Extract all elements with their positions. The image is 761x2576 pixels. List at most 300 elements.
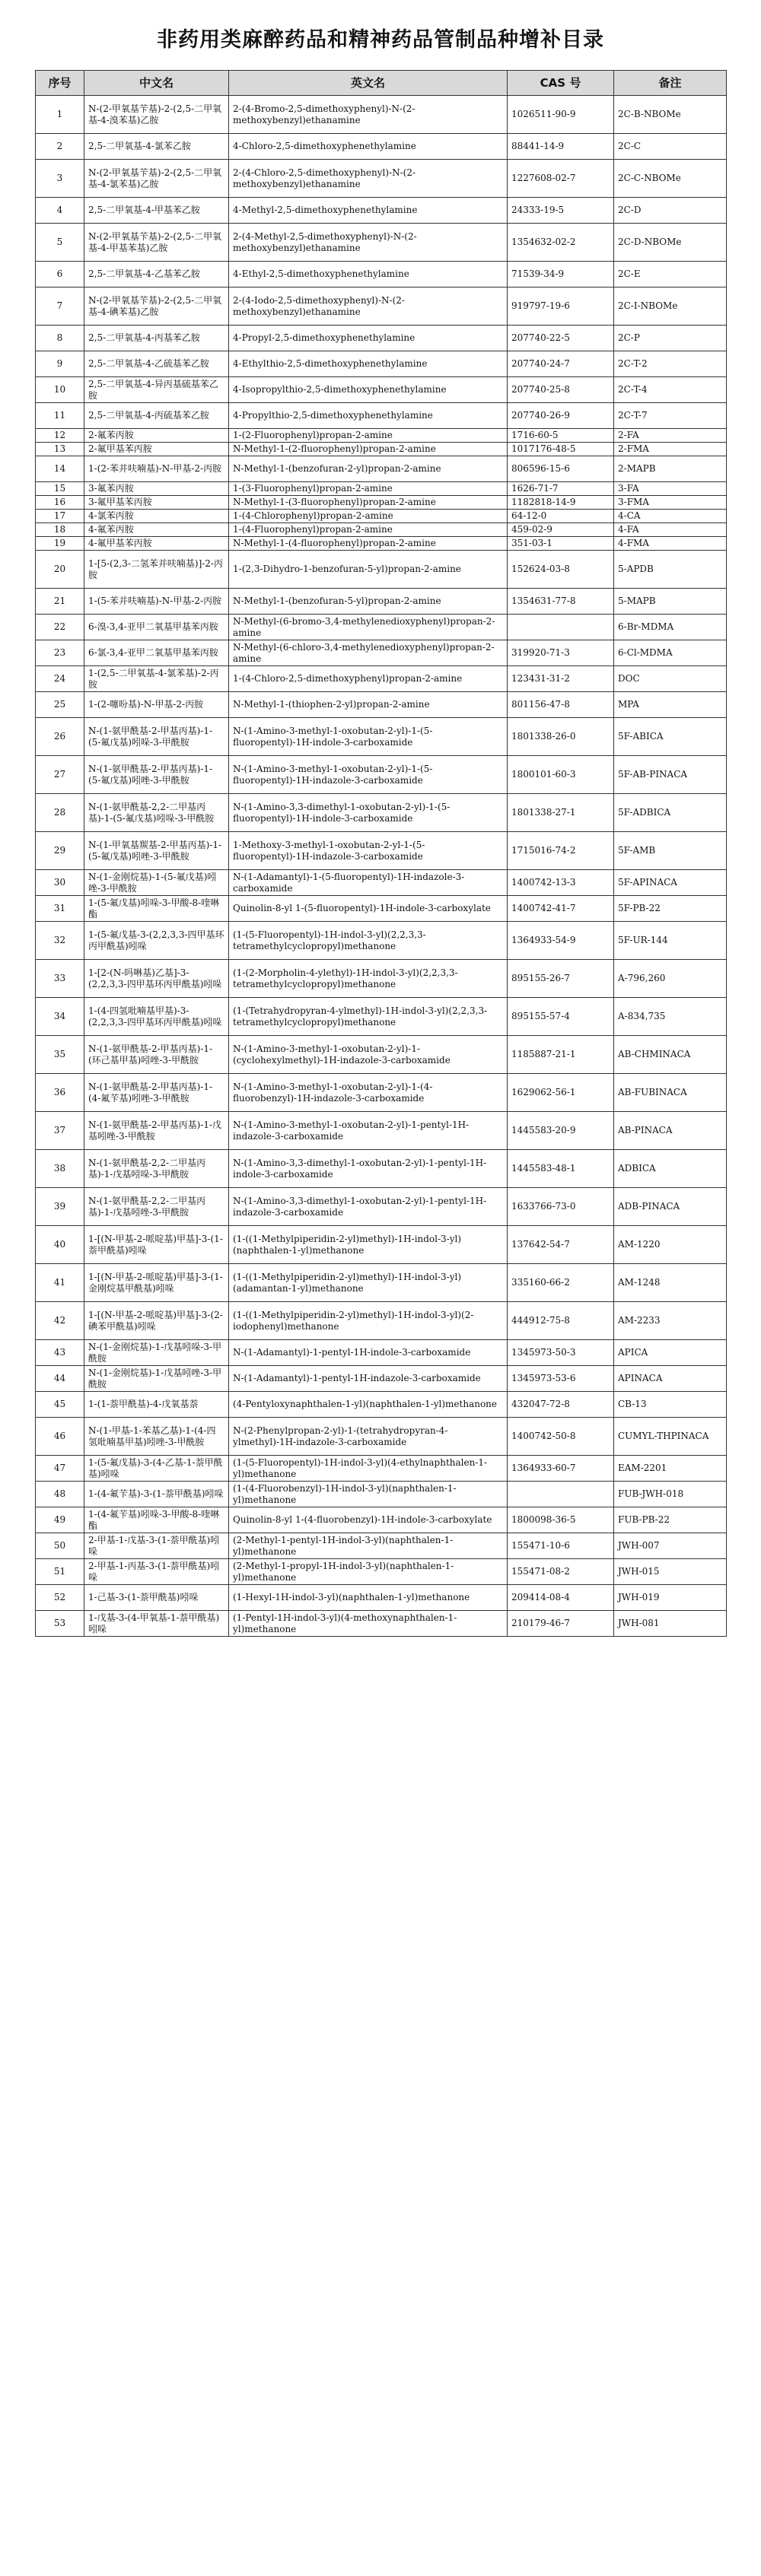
cell-no: 4	[36, 198, 84, 224]
cell-en: (1-(5-Fluoropentyl)-1H-indol-3-yl)(2,2,3,3-tetramethylcyclopropyl)methanone	[229, 922, 508, 960]
cell-en: (2-Methyl-1-pentyl-1H-indol-3-yl)(naphthalen-1-yl)methanone	[229, 1533, 508, 1559]
cell-cn: N-(1-金刚烷基)-1-戊基吲哚-3-甲酰胺	[84, 1340, 229, 1366]
table-row	[36, 960, 727, 998]
cell-cn: N-(1-氨甲酰基-2,2-二甲基丙基)-1-戊基吲唑-3-甲酰胺	[84, 1188, 229, 1226]
cell-cn: 2,5-二甲氧基-4-丙硫基苯乙胺	[84, 403, 229, 429]
cell-cn: 1-[(N-甲基-2-哌啶基)甲基]-3-(1-萘甲酰基)吲哚	[84, 1226, 229, 1264]
cell-cas: 1017176-48-5	[508, 443, 614, 456]
cell-en: 1-(4-Chloro-2,5-dimethoxyphenyl)propan-2-amine	[229, 666, 508, 692]
cell-cas: 207740-24-7	[508, 351, 614, 377]
cell-cas: 1345973-50-3	[508, 1340, 614, 1366]
cell-cn: 1-[(N-甲基-2-哌啶基)甲基]-3-(2-碘苯甲酰基)吲哚	[84, 1302, 229, 1340]
cell-note: ADBICA	[614, 1150, 727, 1188]
table-row	[36, 870, 727, 896]
cell-en: (1-Hexyl-1H-indol-3-yl)(naphthalen-1-yl)methanone	[229, 1585, 508, 1611]
cell-no: 10	[36, 377, 84, 403]
cell-cas	[508, 615, 614, 640]
cell-cas: 1354631-77-8	[508, 589, 614, 615]
cell-en: (1-((1-Methylpiperidin-2-yl)methyl)-1H-indol-3-yl)(adamantan-1-yl)methanone	[229, 1264, 508, 1302]
cell-note: 5F-ADBICA	[614, 794, 727, 832]
table-row	[36, 496, 727, 510]
cell-cas: 1345973-53-6	[508, 1366, 614, 1392]
header-no: 序号	[36, 71, 84, 96]
cell-no: 11	[36, 403, 84, 429]
table-row	[36, 551, 727, 589]
cell-no: 3	[36, 160, 84, 198]
cell-cn: 2,5-二甲氧基-4-异丙基硫基苯乙胺	[84, 377, 229, 403]
cell-no: 52	[36, 1585, 84, 1611]
cell-note: AM-1220	[614, 1226, 727, 1264]
table-row	[36, 832, 727, 870]
table-row	[36, 224, 727, 262]
cell-en: (1-((1-Methylpiperidin-2-yl)methyl)-1H-indol-3-yl)(2-iodophenyl)methanone	[229, 1302, 508, 1340]
cell-en: (1-((1-Methylpiperidin-2-yl)methyl)-1H-indol-3-yl)(naphthalen-1-yl)methanone	[229, 1226, 508, 1264]
table-row	[36, 1112, 727, 1150]
cell-no: 31	[36, 896, 84, 922]
cell-note: 2C-I-NBOMe	[614, 287, 727, 326]
table-row	[36, 1418, 727, 1456]
cell-note: 2C-D	[614, 198, 727, 224]
cell-no: 51	[36, 1559, 84, 1585]
table-row	[36, 1585, 727, 1611]
cell-cas: 1626-71-7	[508, 482, 614, 496]
cell-no: 9	[36, 351, 84, 377]
cell-note: A-834,735	[614, 998, 727, 1036]
cell-en: 1-(3-Fluorophenyl)propan-2-amine	[229, 482, 508, 496]
cell-cas: 155471-10-6	[508, 1533, 614, 1559]
cell-no: 46	[36, 1418, 84, 1456]
header-cas: CAS 号	[508, 71, 614, 96]
cell-cas: 919797-19-6	[508, 287, 614, 326]
cell-note: 2-FA	[614, 429, 727, 443]
cell-note: APINACA	[614, 1366, 727, 1392]
cell-cas: 1800101-60-3	[508, 756, 614, 794]
cell-en: N-(1-Adamantyl)-1-pentyl-1H-indazole-3-carboxamide	[229, 1366, 508, 1392]
cell-note: JWH-015	[614, 1559, 727, 1585]
cell-no: 45	[36, 1392, 84, 1418]
cell-no: 50	[36, 1533, 84, 1559]
cell-cas: 1364933-54-9	[508, 922, 614, 960]
cell-en: 1-(4-Fluorophenyl)propan-2-amine	[229, 523, 508, 537]
cell-en: N-(2-Phenylpropan-2-yl)-1-(tetrahydropyran-4-ylmethyl)-1H-indazole-3-carboxamide	[229, 1418, 508, 1456]
cell-en: Quinolin-8-yl 1-(5-fluoropentyl)-1H-indole-3-carboxylate	[229, 896, 508, 922]
cell-no: 5	[36, 224, 84, 262]
cell-note: AB-PINACA	[614, 1112, 727, 1150]
table-row	[36, 1188, 727, 1226]
cell-no: 15	[36, 482, 84, 496]
cell-en: N-(1-Amino-3-methyl-1-oxobutan-2-yl)-1-(5-fluoropentyl)-1H-indazole-3-carboxamide	[229, 756, 508, 794]
cell-note: 2C-C	[614, 134, 727, 160]
cell-no: 19	[36, 537, 84, 551]
cell-en: N-Methyl-(6-bromo-3,4-methylenedioxyphenyl)propan-2-amine	[229, 615, 508, 640]
table-row	[36, 160, 727, 198]
cell-cn: 1-(5-苯并呋喃基)-N-甲基-2-丙胺	[84, 589, 229, 615]
cell-en: (4-Pentyloxynaphthalen-1-yl)(naphthalen-1-yl)methanone	[229, 1392, 508, 1418]
cell-cas: 123431-31-2	[508, 666, 614, 692]
cell-cn: N-(2-甲氧基苄基)-2-(2,5-二甲氧基-4-碘苯基)乙胺	[84, 287, 229, 326]
cell-en: N-(1-Adamantyl)-1-pentyl-1H-indole-3-carboxamide	[229, 1340, 508, 1366]
cell-en: 2-(4-Methyl-2,5-dimethoxyphenyl)-N-(2-methoxybenzyl)ethanamine	[229, 224, 508, 262]
cell-cas: 335160-66-2	[508, 1264, 614, 1302]
cell-cas: 432047-72-8	[508, 1392, 614, 1418]
table-row	[36, 692, 727, 718]
cell-cas: 1185887-21-1	[508, 1036, 614, 1074]
cell-cas: 207740-22-5	[508, 326, 614, 351]
cell-en: 2-(4-Chloro-2,5-dimethoxyphenyl)-N-(2-methoxybenzyl)ethanamine	[229, 160, 508, 198]
cell-en: N-Methyl-1-(thiophen-2-yl)propan-2-amine	[229, 692, 508, 718]
cell-en: N-(1-Amino-3,3-dimethyl-1-oxobutan-2-yl)-1-pentyl-1H-indole-3-carboxamide	[229, 1150, 508, 1188]
cell-cn: 3-氟苯丙胺	[84, 482, 229, 496]
cell-en: N-(1-Amino-3,3-dimethyl-1-oxobutan-2-yl)-1-(5-fluoropentyl)-1H-indole-3-carboxamide	[229, 794, 508, 832]
cell-note: 2C-P	[614, 326, 727, 351]
cell-en: Quinolin-8-yl 1-(4-fluorobenzyl)-1H-indole-3-carboxylate	[229, 1507, 508, 1533]
table-row	[36, 1226, 727, 1264]
cell-cas: 1801338-26-0	[508, 718, 614, 756]
cell-cas: 1400742-13-3	[508, 870, 614, 896]
cell-cn: 1-己基-3-(1-萘甲酰基)吲哚	[84, 1585, 229, 1611]
table-row	[36, 134, 727, 160]
table-row	[36, 377, 727, 403]
table-row	[36, 537, 727, 551]
table-row	[36, 443, 727, 456]
cell-cas: 801156-47-8	[508, 692, 614, 718]
table-row	[36, 1074, 727, 1112]
cell-en: N-(1-Amino-3-methyl-1-oxobutan-2-yl)-1-(4-fluorobenzyl)-1H-indazole-3-carboxamide	[229, 1074, 508, 1112]
cell-cn: N-(1-氨甲酰基-2,2-二甲基丙基)-1-戊基吲哚-3-甲酰胺	[84, 1150, 229, 1188]
cell-en: N-Methyl-1-(3-fluorophenyl)propan-2-amine	[229, 496, 508, 510]
cell-no: 29	[36, 832, 84, 870]
cell-note: 2-MAPB	[614, 456, 727, 482]
cell-cas: 152624-03-8	[508, 551, 614, 589]
cell-en: N-Methyl-1-(4-fluorophenyl)propan-2-amine	[229, 537, 508, 551]
cell-en: N-Methyl-(6-chloro-3,4-methylenedioxyphenyl)propan-2-amine	[229, 640, 508, 666]
cell-no: 26	[36, 718, 84, 756]
cell-cas: 24333-19-5	[508, 198, 614, 224]
cell-cas: 1227608-02-7	[508, 160, 614, 198]
cell-en: (1-(Tetrahydropyran-4-ylmethyl)-1H-indol-3-yl)(2,2,3,3-tetramethylcyclopropyl)methanone	[229, 998, 508, 1036]
cell-no: 24	[36, 666, 84, 692]
cell-note: 3-FA	[614, 482, 727, 496]
cell-no: 41	[36, 1264, 84, 1302]
cell-note: 4-CA	[614, 510, 727, 523]
cell-en: 4-Chloro-2,5-dimethoxyphenethylamine	[229, 134, 508, 160]
cell-note: FUB-JWH-018	[614, 1482, 727, 1507]
cell-no: 37	[36, 1112, 84, 1150]
cell-cas: 210179-46-7	[508, 1611, 614, 1637]
cell-cas: 895155-57-4	[508, 998, 614, 1036]
cell-cn: 1-(2-苯并呋喃基)-N-甲基-2-丙胺	[84, 456, 229, 482]
table-row	[36, 1392, 727, 1418]
table-row	[36, 1507, 727, 1533]
cell-cas: 209414-08-4	[508, 1585, 614, 1611]
cell-note: 2C-B-NBOMe	[614, 96, 727, 134]
cell-no: 53	[36, 1611, 84, 1637]
table-row	[36, 718, 727, 756]
cell-note: 5-APDB	[614, 551, 727, 589]
cell-no: 47	[36, 1456, 84, 1482]
cell-no: 38	[36, 1150, 84, 1188]
cell-cas: 1801338-27-1	[508, 794, 614, 832]
cell-cn: 3-氟甲基苯丙胺	[84, 496, 229, 510]
table-body	[36, 96, 727, 1637]
cell-en: N-(1-Adamantyl)-1-(5-fluoropentyl)-1H-indazole-3-carboxamide	[229, 870, 508, 896]
cell-cn: N-(1-甲氧基羰基-2-甲基丙基)-1-(5-氟戊基)吲唑-3-甲酰胺	[84, 832, 229, 870]
cell-no: 35	[36, 1036, 84, 1074]
cell-cas: 806596-15-6	[508, 456, 614, 482]
table-row	[36, 351, 727, 377]
table-row	[36, 998, 727, 1036]
cell-cn: 2-氟甲基苯丙胺	[84, 443, 229, 456]
table-row	[36, 1150, 727, 1188]
cell-en: (1-(5-Fluoropentyl)-1H-indol-3-yl)(4-ethylnaphthalen-1-yl)methanone	[229, 1456, 508, 1482]
cell-note: AB-CHMINACA	[614, 1036, 727, 1074]
cell-no: 27	[36, 756, 84, 794]
cell-cn: 6-溴-3,4-亚甲二氧基甲基苯丙胺	[84, 615, 229, 640]
cell-en: 4-Ethylthio-2,5-dimethoxyphenethylamine	[229, 351, 508, 377]
cell-cas: 207740-26-9	[508, 403, 614, 429]
cell-cn: 1-戊基-3-(4-甲氧基-1-萘甲酰基)吲哚	[84, 1611, 229, 1637]
cell-no: 49	[36, 1507, 84, 1533]
cell-no: 44	[36, 1366, 84, 1392]
cell-note: JWH-007	[614, 1533, 727, 1559]
cell-cas: 319920-71-3	[508, 640, 614, 666]
cell-cn: N-(2-甲氧基苄基)-2-(2,5-二甲氧基-4-溴苯基)乙胺	[84, 96, 229, 134]
table-row	[36, 1264, 727, 1302]
cell-cas: 1400742-41-7	[508, 896, 614, 922]
cell-cas: 71539-34-9	[508, 262, 614, 287]
table-row	[36, 1340, 727, 1366]
cell-cn: N-(1-氨甲酰基-2-甲基丙基)-1-(5-氟戊基)吲哚-3-甲酰胺	[84, 718, 229, 756]
cell-note: 4-FMA	[614, 537, 727, 551]
cell-note: MPA	[614, 692, 727, 718]
cell-no: 25	[36, 692, 84, 718]
cell-no: 17	[36, 510, 84, 523]
cell-cas: 895155-26-7	[508, 960, 614, 998]
cell-en: 4-Methyl-2,5-dimethoxyphenethylamine	[229, 198, 508, 224]
cell-no: 12	[36, 429, 84, 443]
cell-no: 18	[36, 523, 84, 537]
cell-en: (1-Pentyl-1H-indol-3-yl)(4-methoxynaphthalen-1-yl)methanone	[229, 1611, 508, 1637]
cell-no: 1	[36, 96, 84, 134]
cell-no: 8	[36, 326, 84, 351]
catalog-table	[35, 70, 727, 1637]
cell-no: 13	[36, 443, 84, 456]
table-row	[36, 756, 727, 794]
cell-no: 39	[36, 1188, 84, 1226]
cell-no: 30	[36, 870, 84, 896]
table-row	[36, 403, 727, 429]
table-row	[36, 589, 727, 615]
table-row	[36, 510, 727, 523]
cell-cn: N-(1-金刚烷基)-1-戊基吲唑-3-甲酰胺	[84, 1366, 229, 1392]
cell-en: (2-Methyl-1-propyl-1H-indol-3-yl)(naphthalen-1-yl)methanone	[229, 1559, 508, 1585]
table-row	[36, 1611, 727, 1637]
cell-cn: 1-(4-氟苄基)吲哚-3-甲酸-8-喹啉酯	[84, 1507, 229, 1533]
table-row	[36, 96, 727, 134]
cell-no: 28	[36, 794, 84, 832]
page-title: 非药用类麻醉药品和精神药品管制品种增补目录	[157, 28, 604, 52]
cell-cn: N-(1-氨甲酰基-2-甲基丙基)-1-戊基吲唑-3-甲酰胺	[84, 1112, 229, 1150]
cell-note: FUB-PB-22	[614, 1507, 727, 1533]
cell-cas: 1182818-14-9	[508, 496, 614, 510]
cell-note: AM-1248	[614, 1264, 727, 1302]
cell-en: (1-(2-Morpholin-4-ylethyl)-1H-indol-3-yl)(2,2,3,3-tetramethylcyclopropyl)methanone	[229, 960, 508, 998]
cell-en: 2-(4-Iodo-2,5-dimethoxyphenyl)-N-(2-methoxybenzyl)ethanamine	[229, 287, 508, 326]
cell-cn: 1-[5-(2,3-二氢苯并呋喃基)]-2-丙胺	[84, 551, 229, 589]
cell-cas: 1445583-48-1	[508, 1150, 614, 1188]
cell-cas: 64-12-0	[508, 510, 614, 523]
table-row	[36, 262, 727, 287]
cell-cas: 1715016-74-2	[508, 832, 614, 870]
cell-cn: 1-(1-萘甲酰基)-4-戊氧基萘	[84, 1392, 229, 1418]
cell-no: 43	[36, 1340, 84, 1366]
table-row	[36, 615, 727, 640]
cell-en: 1-(2,3-Dihydro-1-benzofuran-5-yl)propan-2-amine	[229, 551, 508, 589]
cell-note: 5F-PB-22	[614, 896, 727, 922]
cell-cn: 2,5-二甲氧基-4-乙基苯乙胺	[84, 262, 229, 287]
cell-cn: 2,5-二甲氧基-4-丙基苯乙胺	[84, 326, 229, 351]
cell-cn: N-(1-金刚烷基)-1-(5-氟戊基)吲唑-3-甲酰胺	[84, 870, 229, 896]
cell-cn: 2-甲基-1-戊基-3-(1-萘甲酰基)吲哚	[84, 1533, 229, 1559]
table-row	[36, 1559, 727, 1585]
cell-note: 5F-UR-144	[614, 922, 727, 960]
cell-note: 2C-T-2	[614, 351, 727, 377]
cell-note: AB-FUBINACA	[614, 1074, 727, 1112]
cell-no: 22	[36, 615, 84, 640]
cell-cas: 1026511-90-9	[508, 96, 614, 134]
table-row	[36, 922, 727, 960]
cell-cas: 1400742-50-8	[508, 1418, 614, 1456]
cell-cn: 6-氯-3,4-亚甲二氧基甲基苯丙胺	[84, 640, 229, 666]
cell-cas: 1364933-60-7	[508, 1456, 614, 1482]
cell-en: 1-(4-Chlorophenyl)propan-2-amine	[229, 510, 508, 523]
cell-note: JWH-081	[614, 1611, 727, 1637]
cell-en: 2-(4-Bromo-2,5-dimethoxyphenyl)-N-(2-methoxybenzyl)ethanamine	[229, 96, 508, 134]
table-row	[36, 1302, 727, 1340]
cell-note: 2C-T-4	[614, 377, 727, 403]
cell-en: 4-Isopropylthio-2,5-dimethoxyphenethylamine	[229, 377, 508, 403]
cell-note: CUMYL-THPINACA	[614, 1418, 727, 1456]
table-row	[36, 1036, 727, 1074]
cell-cn: 4-氟苯丙胺	[84, 523, 229, 537]
cell-cn: 1-(2-噻吩基)-N-甲基-2-丙胺	[84, 692, 229, 718]
cell-en: N-(1-Amino-3-methyl-1-oxobutan-2-yl)-1-(cyclohexylmethyl)-1H-indazole-3-carboxamide	[229, 1036, 508, 1074]
cell-note: ADB-PINACA	[614, 1188, 727, 1226]
table-header-row	[36, 71, 727, 96]
cell-cn: N-(2-甲氧基苄基)-2-(2,5-二甲氧基-4-甲基苯基)乙胺	[84, 224, 229, 262]
cell-cas: 1716-60-5	[508, 429, 614, 443]
cell-note: A-796,260	[614, 960, 727, 998]
cell-en: 4-Ethyl-2,5-dimethoxyphenethylamine	[229, 262, 508, 287]
cell-note: 5-MAPB	[614, 589, 727, 615]
cell-no: 48	[36, 1482, 84, 1507]
table-row	[36, 456, 727, 482]
cell-cn: N-(1-氨甲酰基-2,2-二甲基丙基)-1-(5-氟戊基)吲哚-3-甲酰胺	[84, 794, 229, 832]
cell-note: DOC	[614, 666, 727, 692]
cell-en: N-Methyl-1-(2-fluorophenyl)propan-2-amine	[229, 443, 508, 456]
cell-cn: 1-[(N-甲基-2-哌啶基)甲基]-3-(1-金刚烷基甲酰基)吲哚	[84, 1264, 229, 1302]
cell-note: 5F-ABICA	[614, 718, 727, 756]
cell-en: 1-Methoxy-3-methyl-1-oxobutan-2-yl-1-(5-fluoropentyl)-1H-indazole-3-carboxamide	[229, 832, 508, 870]
header-note: 备注	[614, 71, 727, 96]
table-row	[36, 429, 727, 443]
cell-note: 5F-APINACA	[614, 870, 727, 896]
cell-cn: 4-氟甲基苯丙胺	[84, 537, 229, 551]
cell-note: JWH-019	[614, 1585, 727, 1611]
cell-note: 2C-D-NBOMe	[614, 224, 727, 262]
table-row	[36, 482, 727, 496]
cell-cas: 155471-08-2	[508, 1559, 614, 1585]
cell-cn: 2,5-二甲氧基-4-氯苯乙胺	[84, 134, 229, 160]
cell-note: EAM-2201	[614, 1456, 727, 1482]
cell-note: 5F-AMB	[614, 832, 727, 870]
cell-note: 6-Cl-MDMA	[614, 640, 727, 666]
cell-cas: 88441-14-9	[508, 134, 614, 160]
cell-no: 21	[36, 589, 84, 615]
cell-en: (1-(4-Fluorobenzyl)-1H-indol-3-yl)(naphthalen-1-yl)methanone	[229, 1482, 508, 1507]
cell-cas: 1800098-36-5	[508, 1507, 614, 1533]
table-row	[36, 666, 727, 692]
header-cn: 中文名	[84, 71, 229, 96]
cell-cn: 1-(2,5-二甲氧基-4-氯苯基)-2-丙胺	[84, 666, 229, 692]
cell-cn: 1-(5-氟戊基-3-(2,2,3,3-四甲基环丙甲酰基)吲哚	[84, 922, 229, 960]
cell-no: 36	[36, 1074, 84, 1112]
table-row	[36, 794, 727, 832]
cell-note: 2C-C-NBOMe	[614, 160, 727, 198]
cell-cn: 1-(4-氟苄基)-3-(1-萘甲酰基)吲哚	[84, 1482, 229, 1507]
cell-cn: N-(1-氨甲酰基-2-甲基丙基)-1-(4-氟苄基)吲唑-3-甲酰胺	[84, 1074, 229, 1112]
cell-no: 7	[36, 287, 84, 326]
cell-cn: 2-甲基-1-丙基-3-(1-萘甲酰基)吲哚	[84, 1559, 229, 1585]
cell-note: AM-2233	[614, 1302, 727, 1340]
cell-note: 2-FMA	[614, 443, 727, 456]
table-row	[36, 1482, 727, 1507]
table-row	[36, 287, 727, 326]
cell-note: APICA	[614, 1340, 727, 1366]
cell-no: 40	[36, 1226, 84, 1264]
table-row	[36, 326, 727, 351]
cell-cn: N-(1-氨甲酰基-2-甲基丙基)-1-(环己基甲基)吲唑-3-甲酰胺	[84, 1036, 229, 1074]
cell-cn: 2-氟苯丙胺	[84, 429, 229, 443]
cell-no: 2	[36, 134, 84, 160]
cell-note: 3-FMA	[614, 496, 727, 510]
table-row	[36, 523, 727, 537]
cell-cn: 4-氯苯丙胺	[84, 510, 229, 523]
cell-cas: 1445583-20-9	[508, 1112, 614, 1150]
cell-no: 14	[36, 456, 84, 482]
cell-cas: 137642-54-7	[508, 1226, 614, 1264]
cell-cn: 1-(4-四氢吡喃基甲基)-3-(2,2,3,3-四甲基环丙甲酰基)吲哚	[84, 998, 229, 1036]
cell-en: N-Methyl-1-(benzofuran-5-yl)propan-2-amine	[229, 589, 508, 615]
cell-cn: 2,5-二甲氧基-4-乙硫基苯乙胺	[84, 351, 229, 377]
header-en: 英文名	[229, 71, 508, 96]
cell-cas: 1354632-02-2	[508, 224, 614, 262]
cell-no: 32	[36, 922, 84, 960]
cell-en: 1-(2-Fluorophenyl)propan-2-amine	[229, 429, 508, 443]
cell-en: N-Methyl-1-(benzofuran-2-yl)propan-2-amine	[229, 456, 508, 482]
cell-cn: N-(1-甲基-1-苯基乙基)-1-(4-四氢吡喃基甲基)吲唑-3-甲酰胺	[84, 1418, 229, 1456]
cell-note: 6-Br-MDMA	[614, 615, 727, 640]
cell-note: CB-13	[614, 1392, 727, 1418]
cell-cas: 1629062-56-1	[508, 1074, 614, 1112]
cell-no: 6	[36, 262, 84, 287]
cell-cas	[508, 1482, 614, 1507]
cell-no: 23	[36, 640, 84, 666]
table-row	[36, 896, 727, 922]
cell-cn: 1-[2-(N-吗啉基)乙基]-3-(2,2,3,3-四甲基环丙甲酰基)吲哚	[84, 960, 229, 998]
cell-no: 33	[36, 960, 84, 998]
cell-en: N-(1-Amino-3,3-dimethyl-1-oxobutan-2-yl)-1-pentyl-1H-indazole-3-carboxamide	[229, 1188, 508, 1226]
